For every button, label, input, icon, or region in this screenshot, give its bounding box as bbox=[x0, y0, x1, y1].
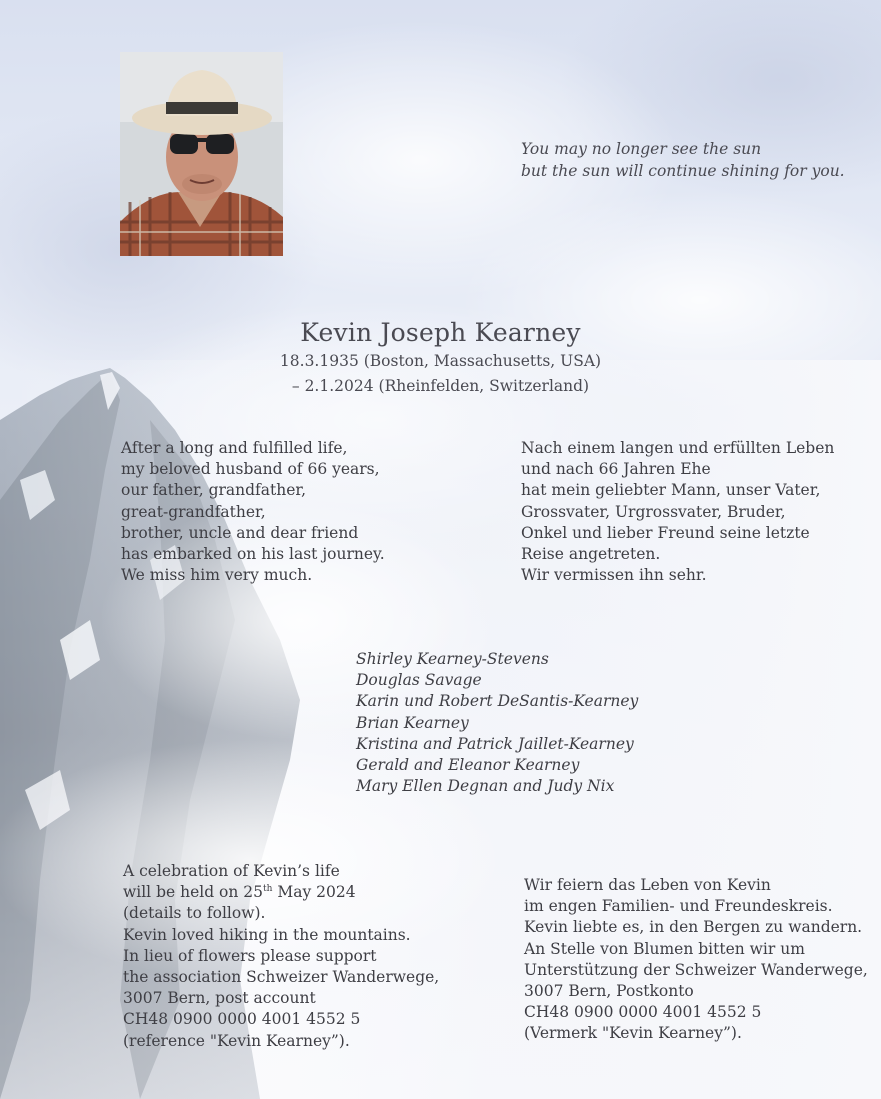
announcement-english bbox=[121, 438, 385, 586]
family-members-list bbox=[356, 649, 638, 797]
text-line: (reference "Kevin Kearney”). bbox=[123, 1031, 350, 1050]
family-member: Brian Kearney bbox=[356, 713, 469, 732]
quote-line: You may no longer see the sun bbox=[521, 140, 762, 158]
text-line: brother, uncle and dear friend bbox=[121, 523, 359, 542]
text-line: After a long and fulfilled life, bbox=[121, 439, 348, 457]
deceased-name: Kevin Joseph Kearney bbox=[300, 318, 581, 347]
text-line: Kevin liebte es, in den Bergen zu wandern. bbox=[524, 918, 863, 937]
family-member: Mary Ellen Degnan and Judy Nix bbox=[356, 777, 615, 796]
text-fragment: will be held on 25 bbox=[123, 883, 264, 902]
family-member: Karin und Robert DeSantis-Kearney bbox=[356, 692, 639, 711]
text-line: A celebration of Kevin’s life bbox=[123, 862, 340, 880]
portrait-photo bbox=[120, 52, 283, 256]
birth-date: 18.3.1935 (Boston, Massachusetts, USA) bbox=[279, 352, 602, 370]
quote-line: but the sun will continue shining for you. bbox=[521, 162, 845, 180]
announcement-german bbox=[521, 438, 834, 586]
celebration-date-line bbox=[123, 882, 439, 903]
text-line: Nach einem langen und erfüllten Leben bbox=[521, 439, 835, 457]
text-line: has embarked on his last journey. bbox=[121, 545, 385, 564]
family-member: Kristina and Patrick Jaillet-Kearney bbox=[356, 734, 634, 753]
celebration-english bbox=[123, 861, 439, 1052]
text-line: und nach 66 Jahren Ehe bbox=[521, 460, 711, 479]
text-line: An Stelle von Blumen bitten wir um bbox=[524, 939, 805, 958]
family-member: Shirley Kearney-Stevens bbox=[356, 650, 549, 668]
text-line: (details to follow). bbox=[123, 904, 266, 923]
text-line: great-grandfather, bbox=[121, 502, 266, 521]
text-line: my beloved husband of 66 years, bbox=[121, 460, 380, 479]
text-line: Reise angetreten. bbox=[521, 545, 661, 564]
text-line: Kevin loved hiking in the mountains. bbox=[123, 925, 411, 944]
text-line: (Vermerk "Kevin Kearney”). bbox=[524, 1024, 742, 1043]
text-line: In lieu of flowers please support bbox=[123, 946, 377, 965]
memorial-quote bbox=[521, 138, 861, 182]
text-line: Wir vermissen ihn sehr. bbox=[521, 566, 707, 585]
text-line: Unterstützung der Schweizer Wanderwege, bbox=[524, 960, 868, 979]
text-line: Onkel und lieber Freund seine letzte bbox=[521, 523, 810, 542]
text-line: CH48 0900 0000 4001 4552 5 bbox=[524, 1003, 762, 1022]
text-line: CH48 0900 0000 4001 4552 5 bbox=[123, 1010, 361, 1029]
text-line: We miss him very much. bbox=[121, 566, 313, 585]
celebration-german bbox=[524, 875, 868, 1045]
text-line: im engen Familien- und Freundeskreis. bbox=[524, 897, 833, 916]
family-member: Douglas Savage bbox=[356, 671, 482, 690]
text-line: hat mein geliebter Mann, unser Vater, bbox=[521, 481, 821, 500]
text-line: 3007 Bern, Postkonto bbox=[524, 982, 694, 1001]
death-date: – 2.1.2024 (Rheinfelden, Switzerland) bbox=[291, 377, 590, 395]
text-line: Grossvater, Urgrossvater, Bruder, bbox=[521, 502, 786, 521]
text-fragment: May 2024 bbox=[272, 883, 356, 902]
text-line: Wir feiern das Leben von Kevin bbox=[524, 876, 771, 894]
life-dates bbox=[0, 349, 881, 399]
text-line: 3007 Bern, post account bbox=[123, 989, 316, 1008]
family-member: Gerald and Eleanor Kearney bbox=[356, 756, 580, 775]
text-line: the association Schweizer Wanderwege, bbox=[123, 968, 440, 987]
portrait-illustration bbox=[120, 52, 283, 256]
ordinal-suffix: th bbox=[263, 884, 273, 895]
text-line: our father, grandfather, bbox=[121, 481, 307, 500]
